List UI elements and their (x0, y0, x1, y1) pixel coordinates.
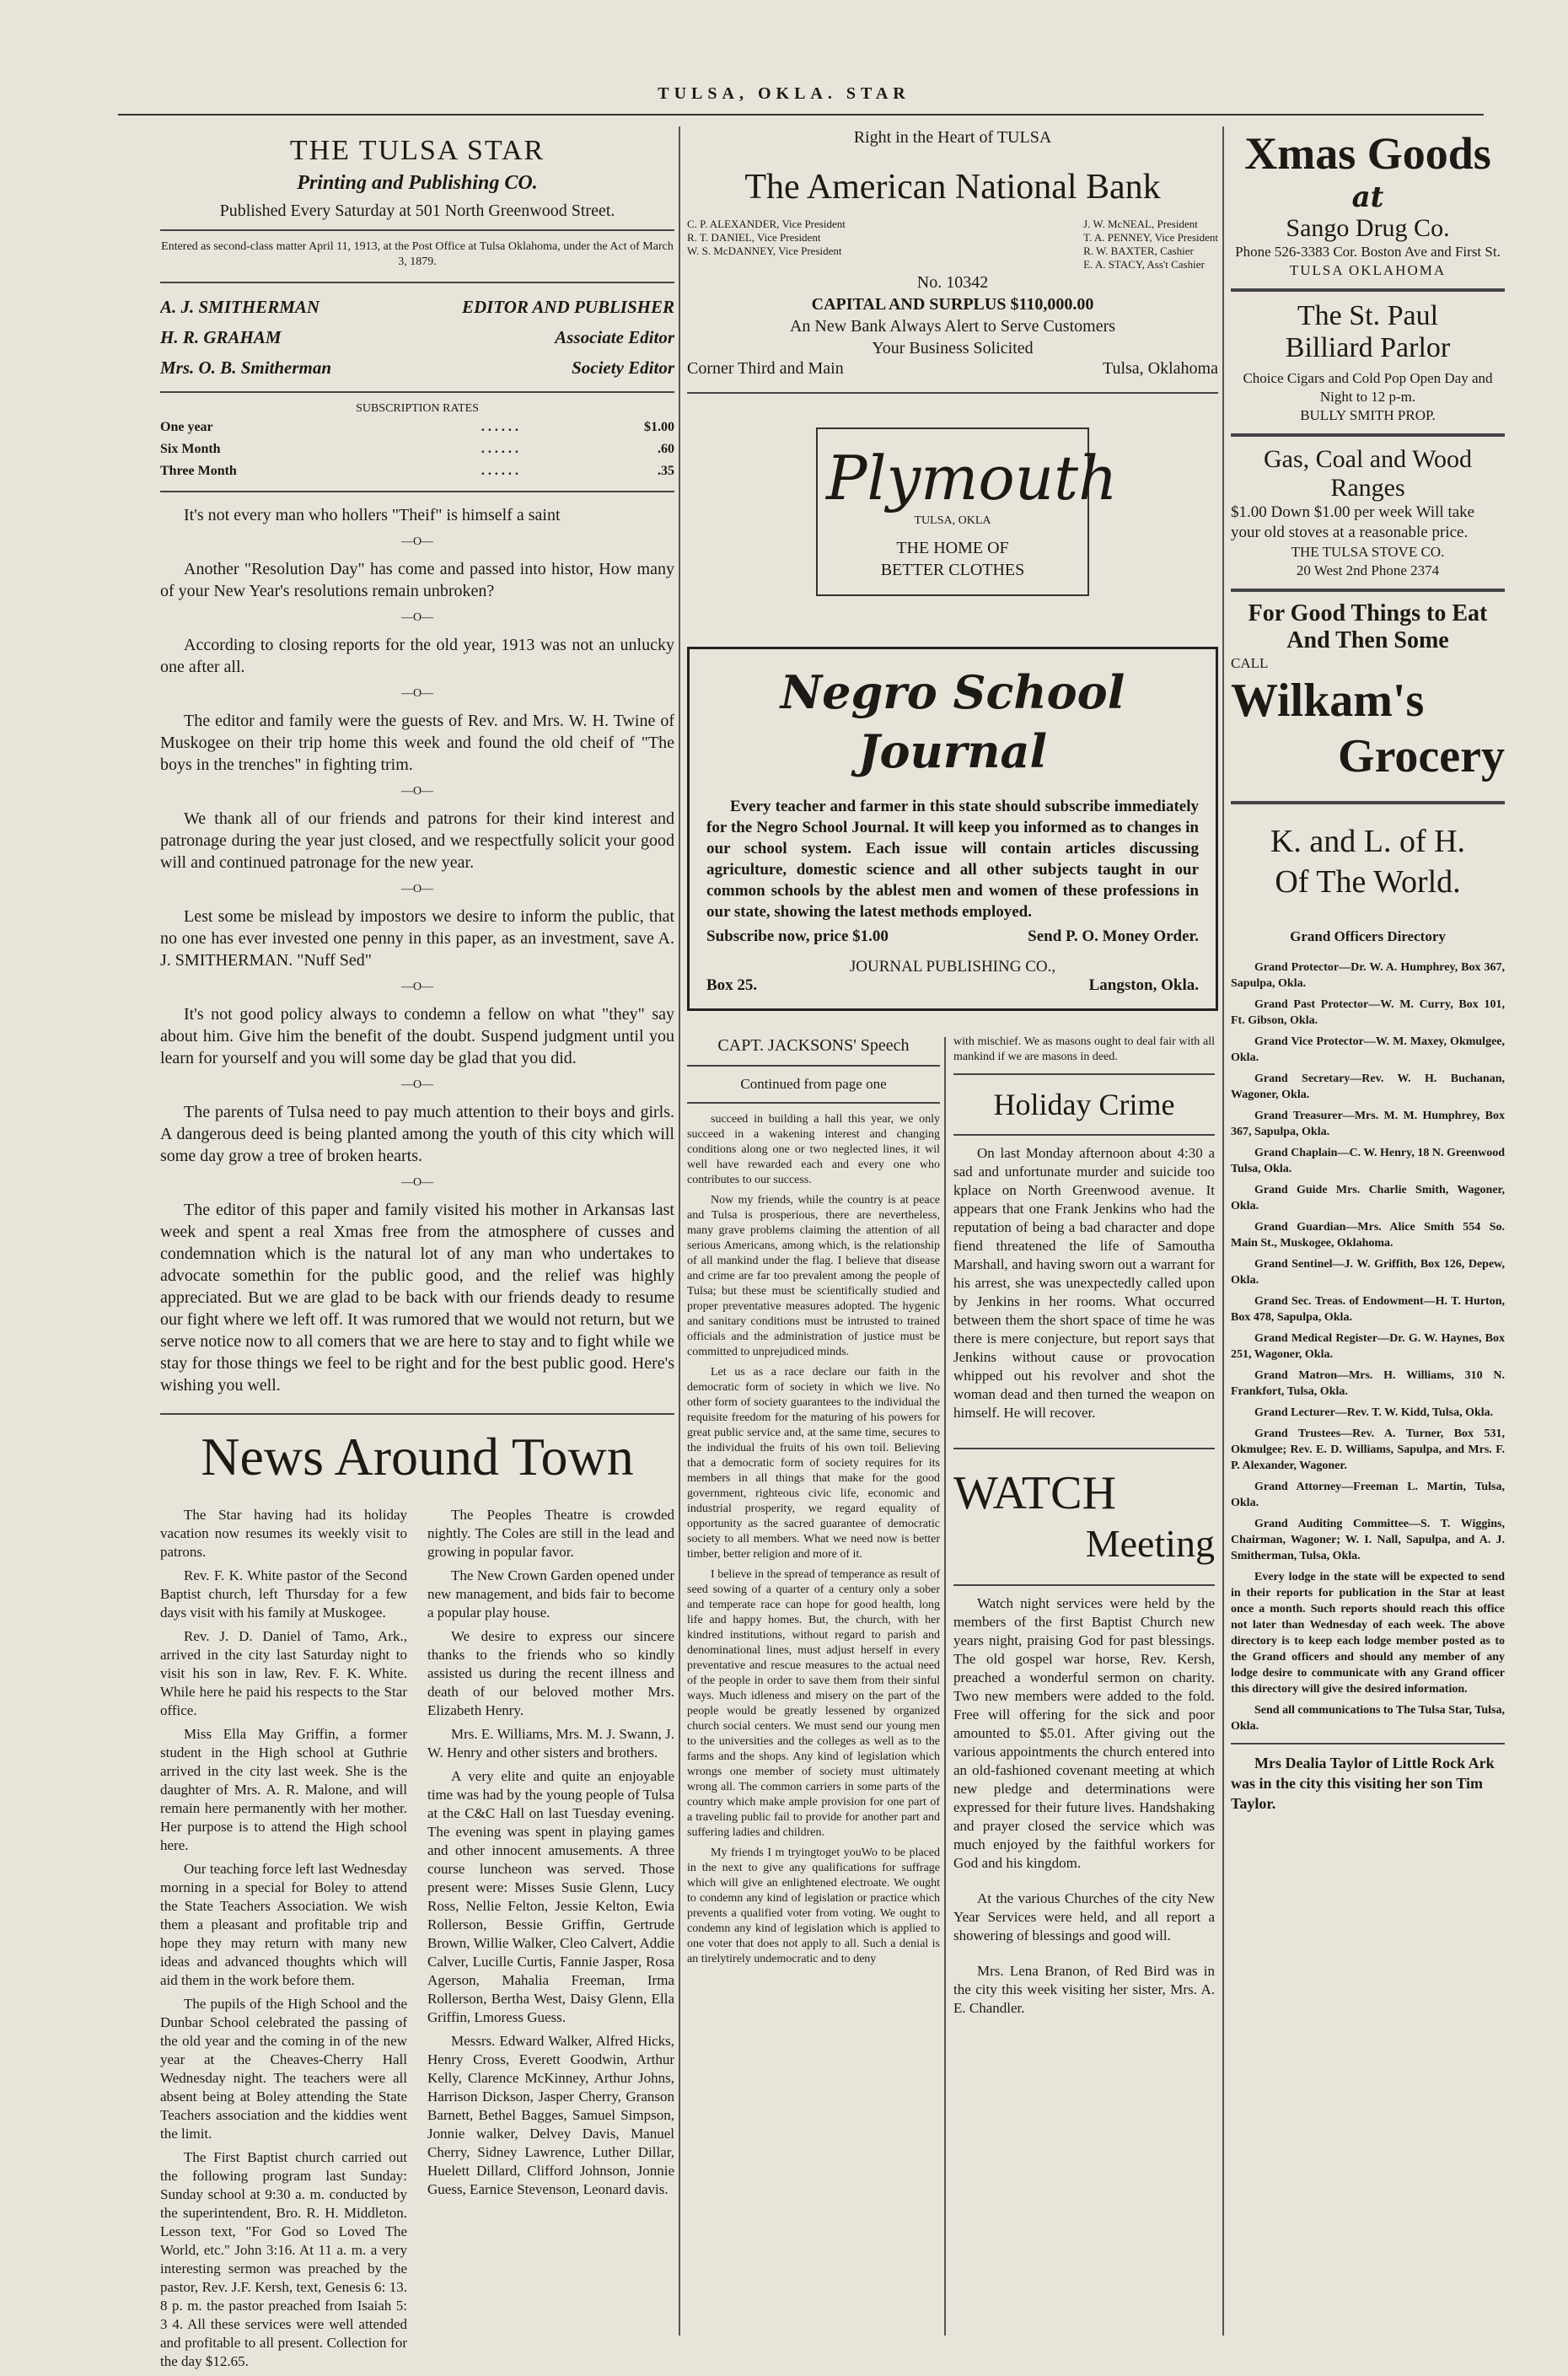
journal-box: Box 25. (706, 976, 758, 994)
news-item: A very elite and quite an enjoyable time was had by the young people of Tulsa at the C&C Hall on last Tuesday evening. The evening was spent in playing games and other innocent amusements. A three course luncheon was served. Those present were: Misses Susie Glenn, Lucy Ross, Nellie Felton, Jessie Kelton, Ewia Rollerson, Bessie Griffin, Gertrude Brown, Willie Walker, Cleo Calvert, Addie Calver, Lucille Curtis, Fannie Jasper, Rosa Agerson, Mahalia Freeman, Irma Rollerson, Bertha West, Daisy Glenn, Ella Griffin, Lmoress Guess. (427, 1768, 674, 2025)
column-rule (1222, 126, 1224, 2336)
rate-dots: . . . . . . (481, 464, 518, 478)
grocery-name1: Wilkam's (1231, 675, 1425, 727)
xmas-at: at (1351, 180, 1384, 214)
lodge-entry: Grand Lecturer—Rev. T. W. Kidd, Tulsa, Okla. (1254, 1406, 1494, 1419)
news-right (427, 1506, 674, 2376)
journal-subscribe: Subscribe now, price $1.00 (706, 927, 889, 945)
news-item: The Peoples Theatre is crowded nightly. The Coles are still in the lead and growing in popular favor. (427, 1507, 674, 1560)
plymouth-line1: THE HOME OF (896, 539, 1009, 557)
editorial-item: We thank all of our friends and patrons for their kind interest and patronage during the year just closed, and we respectfully solicit your good will and continued patronage for the new year. (160, 809, 674, 872)
bank-number: No. 10342 (916, 273, 989, 292)
news-item: The Star having had its holiday vacation now resumes its weekly visit to patrons. (160, 1507, 407, 1560)
lodge-closing: Mrs Dealia Taylor of Little Rock Ark was in the city this visiting her son Tim Taylor. (1231, 1755, 1495, 1812)
editorial-item: According to closing reports for the old year, 1913 was not an unlucky one after all. (160, 636, 674, 676)
news-item: Miss Ella May Griffin, a former student in the High school at Guthrie arrived in the city last week. She is the daughter of Mrs. A. R. Malone, and will remain here permanently with her mother. Her purpose is to attend the High school here. (160, 1726, 407, 1853)
journal-ad (687, 647, 1218, 1011)
bank-name: The American National Bank (744, 168, 1161, 207)
column-rule (679, 126, 680, 2336)
bank-capital: CAPITAL AND SURPLUS $110,000.00 (811, 295, 1094, 314)
staff-name: A. J. SMITHERMAN (160, 297, 320, 317)
divider (953, 1584, 1215, 1586)
grocery-name2: Grocery (1338, 730, 1505, 782)
staff-row (160, 322, 674, 352)
gas-title1: Gas, Coal and Wood (1263, 445, 1472, 473)
officer: T. A. PENNEY, Vice President (1083, 231, 1218, 244)
separator: —O— (400, 883, 434, 895)
divider (160, 229, 674, 231)
officer: E. A. STACY, Ass't Cashier (1083, 258, 1205, 271)
rate-row (160, 417, 674, 438)
editorials (160, 504, 674, 1396)
staff-name: Mrs. O. B. Smitherman (160, 357, 332, 378)
staff-list (160, 292, 674, 383)
separator: —O— (400, 687, 434, 700)
grocery-top2: And Then Some (1286, 627, 1449, 653)
divider (1231, 288, 1505, 292)
journal-send: Send P. O. Money Order. (1028, 927, 1199, 945)
speech-paragraph: Let us as a race declare our faith in the democratic form of society in which we live. No other form of society guarantees to the individual the requisite freedom for the maturing of his powers for great public service and, at the same time, secures to the individual the fruits of his own toil. Believing that a democratic form of society requires for its members in all things that make for the good government, righteous civic life, economic and industrial prosperity, we regard equality of opportunity as the sacred guarantee of democratic society to all members. What we need now is better timber, better religion and more of it. (687, 1366, 940, 1561)
officer: R. T. DANIEL, Vice President (687, 231, 821, 244)
divider (953, 1448, 1215, 1449)
watch-body: Mrs. Lena Branon, of Red Bird was in the city this week visiting her sister, Mrs. A. E. Chandler. (953, 1963, 1215, 2016)
officer: W. S. McDANNEY, Vice President (687, 245, 842, 257)
speech-paragraph: Now my friends, while the country is at peace and Tulsa is prosperious, there are nevertheless, many grave problems claiming the attention of all serious Americans, among which, is the relationship of all mankind under the flag. I believe that disease and crime are far too prevalent among the people of Tulsa; but these must be scientifically studied and proper preventative measures adopted. The hygenic and sanitary conditions must be intrusted to trained officials and the administration of justice must be committed to unprejudiced minds. (687, 1194, 940, 1358)
editorial-item: It's not every man who hollers "Theif" is himself a saint (184, 506, 561, 524)
lodge-directory (1231, 821, 1505, 1814)
speech-continued: Continued from page one (740, 1076, 887, 1092)
lodge-entry: Grand Sec. Treas. of Endowment—H. T. Hurton, Box 478, Sapulpa, Okla. (1231, 1295, 1505, 1324)
editorial-item: The parents of Tulsa need to pay much attention to their boys and girls. A dangerous deed is being planted among the youth of this city which will some day grow a tree of broken hearts. (160, 1103, 674, 1165)
rates-title: SUBSCRIPTION RATES (356, 402, 479, 415)
news-item: Messrs. Edward Walker, Alfred Hicks, Henry Cross, Everett Goodwin, Arthur Kelly, Clarence McKinney, Arthur Johns, Harrison Dickson, Jasper Cherry, Granson Barnett, Bethel Bagges, Samuel Simpson, Jonnie walker, Delvey Davis, Manuel Cherry, Sidney Lawrence, Luther Dillar, Huelett Dillard, Clifford Johnson, Jonnie Guess, Earnice Stevenson, Leonard davis. (427, 2033, 674, 2197)
lodge-entry: Grand Protector—Dr. W. A. Humphrey, Box 367, Sapulpa, Okla. (1231, 961, 1505, 990)
lodge-entry: Grand Matron—Mrs. H. Williams, 310 N. Frankfort, Tulsa, Okla. (1231, 1369, 1505, 1398)
editorial-item: Lest some be mislead by impostors we desire to inform the public, that no one has ever invested one penny in this paper, as an investment, save A. J. SMITHERMAN. "Nuff Sed" (160, 907, 674, 970)
watch-body: At the various Churches of the city New Year Services were held, and all report a showering of blessings and good will. (953, 1890, 1215, 1943)
plymouth-line2: BETTER CLOTHES (880, 561, 1025, 579)
divider (160, 282, 674, 283)
journal-subscribe-row (706, 927, 1199, 946)
lodge-entry: Grand Past Protector—W. M. Curry, Box 101, Ft. Gibson, Okla. (1231, 998, 1505, 1027)
journal-city: Langston, Okla. (1088, 976, 1199, 994)
rate-dots: . . . . . . (481, 442, 518, 456)
lodge-entry: Grand Chaplain—C. W. Henry, 18 N. Greenwood Tulsa, Okla. (1231, 1147, 1505, 1175)
speech-title: CAPT. JACKSONS' Speech (717, 1036, 910, 1055)
staff-name: H. R. GRAHAM (160, 327, 282, 347)
masthead-published: Published Every Saturday at 501 North Greenwood Street. (219, 202, 615, 220)
lodge-entry: Grand Guardian—Mrs. Alice Smith 554 So. Main St., Muskogee, Oklahoma. (1231, 1221, 1505, 1250)
separator: —O— (400, 1176, 434, 1189)
middle-right-sub (953, 1035, 1215, 2023)
news-item: Mrs. E. Williams, Mrs. M. J. Swann, J. W. Henry and other sisters and brothers. (427, 1726, 674, 1760)
separator: —O— (400, 611, 434, 624)
gas-store: THE TULSA STOVE CO. (1291, 544, 1445, 560)
speech-paragraph: succeed in building a hall this year, we only succeed in a wakening interest and changing conditions along one or two neglected lines, it wil well have rewarded each and every one who contributes to our success. (687, 1113, 940, 1186)
staff-role: Society Editor (572, 357, 674, 378)
speech-paragraph: My friends I m tryingtoget youWo to be placed in the next to give any qualifications for suffrage which will give an enlightened electroate. We ought to condemn any kind of legislation or practice which prevents a qualified voter from voting. We ought to condemn any kind of legislation which is applied to one voter that does not apply to all. Such a denial is an tirelytirely undemocratic and to deny (687, 1847, 940, 1965)
billiard-title2: Billiard Parlor (1285, 332, 1451, 363)
bank-solicit: Your Business Solicited (872, 339, 1034, 357)
journal-title: Negro School Journal (780, 665, 1125, 778)
lodge-entries (1231, 960, 1505, 1734)
bank-motto: An New Bank Always Alert to Serve Customers (789, 317, 1116, 336)
speech-paragraph: I believe in the spread of temperance as result of seed sowing of a quarter of a century only a sober and temperate race can hope for good health, long life and happy homes. But, the church, with her kindred institutions, without regard to parish and denominational lines, must adjust herself in every preventative and rescue measures to the actual need of the people in order to save them from their sinful ways. Much idleness and misery on the part of the people would be greatly lessened by organized church social centers. We must send our young men to the universities and the colleges as well as to the farms and the shops. Any kind of legislation which wrongs one member of society must ultimately wrong all. The common carriers in some parts of the country which make ample provision for one part of a traveling public fail to provide for another part and suffering ladies and children. (687, 1568, 940, 1839)
rate-row (160, 438, 674, 460)
billiard-ad (1231, 300, 1505, 425)
lodge-entry: Grand Treasurer—Mrs. M. M. Humphrey, Box 367, Sapulpa, Okla. (1231, 1110, 1505, 1138)
news-columns (160, 1506, 674, 2376)
gas-title2: Ranges (1330, 474, 1405, 502)
grocery-top1: For Good Things to Eat (1248, 600, 1488, 626)
masthead-subtitle: Printing and Publishing CO. (297, 172, 538, 194)
bank-tagline: Right in the Heart of TULSA (853, 128, 1052, 147)
officer: C. P. ALEXANDER, Vice President (687, 218, 846, 230)
lodge-entry: Grand Trustees—Rev. A. Turner, Box 531, Okmulgee; Rev. E. D. Williams, Sapulpa, and Mrs. F. P. Alexander, Wagoner. (1231, 1427, 1505, 1472)
lodge-entry: Grand Secretary—Rev. W. H. Buchanan, Wagoner, Okla. (1231, 1072, 1505, 1101)
journal-body: Every teacher and farmer in this state should subscribe immediately for the Negro School Journal. It will keep you informed as to changes in our school system. Each issue will contain articles discussing agriculture, domestic science and all other subjects taught in our common schools by the ablest men and women of these professions in our state, showing the latest methods employed. (706, 798, 1199, 921)
staff-row (160, 352, 674, 383)
journal-address-row (706, 976, 1199, 995)
divider (1231, 433, 1505, 437)
masons-text: with mischief. We as masons ought to deal fair with all mankind if we are masons in deed. (953, 1035, 1215, 1063)
bank-address-row (687, 359, 1218, 379)
crime-body: On last Monday afternoon about 4:30 a sad and unfortunate murder and suicide too kplace on North Greenwood avenue. It appears that one Frank Jenkins who had the reputation of being a bad character and dope fiend threatened the life of Samoutha Marshall, and having sworn out a warrant for his arrest, she was unexpectedly called upon by Jenkins in her rooms. What occurred between them the short space of time he was there is mere conjecture, but report says that Jenkins without cause or provocation whipped out his revolver and shot the woman dead and then turned the weapon on himself. He will recover. (953, 1145, 1215, 1421)
xmas-store: Sango Drug Co. (1286, 214, 1450, 242)
divider (1231, 801, 1505, 804)
separator: —O— (400, 981, 434, 993)
lodge-title1: K. and L. of H. (1270, 824, 1466, 859)
masthead-title: THE TULSA STAR (289, 135, 545, 166)
news-item: We desire to express our sincere thanks to the friends who so kindly assisted us during the recent illness and death of our beloved mother Mrs. Elizabeth Henry. (427, 1628, 674, 1718)
lodge-entry: Send all communications to The Tulsa Star, Tulsa, Okla. (1231, 1704, 1505, 1733)
divider (1231, 589, 1505, 592)
billiard-title1: The St. Paul (1297, 300, 1439, 331)
lodge-directory-title: Grand Officers Directory (1290, 928, 1446, 944)
rate-price: .35 (658, 464, 674, 478)
gas-addr: 20 West 2nd Phone 2374 (1296, 562, 1440, 578)
news-item: Our teaching force left last Wednesday morning in a special for Boley to attend the State Teachers Association. We wish them a pleasant and profitable trip and hope they may return with many new ideas and advanced thoughts which will aid them in the work before them. (160, 1861, 407, 1988)
rate-term: One year (160, 420, 213, 434)
gas-body: $1.00 Down $1.00 per week Will take your old stoves at a reasonable price. (1231, 503, 1475, 541)
gas-ad (1231, 445, 1505, 580)
xmas-ad (1231, 126, 1505, 280)
grocery-ad (1231, 600, 1505, 784)
bank-officers-right (1083, 218, 1218, 271)
left-column (160, 135, 674, 2376)
officer: J. W. McNEAL, President (1083, 218, 1198, 230)
plymouth-logo: Plymouth (826, 443, 1118, 513)
news-item: The First Baptist church carried out the following program last Sunday: Sunday school at 9:30 a. m. conducted by the superintendent, Bro. R. H. Middleton. Lesson text, "For God so Loved The World, etc." John 3:16. At 11 a. m. a very interesting sermon was preached by the pastor, Rev. J.F. Kersh, text, Genesis 6: 13. 8 p. m. the pastor preached from Isaiah 5: 3 4. All these services were well attended and profitable to all present. Collection for the day $12.65. (160, 2149, 407, 2369)
masthead-entered: Entered as second-class matter April 11, 1913, at the Post Office at Tulsa Oklahoma, under the Act of March 3, 1879. (161, 240, 674, 268)
divider (160, 1413, 674, 1415)
editorial-item: Another "Resolution Day" has come and passed into histor, How many of your New Year's resolutions remain unbroken? (160, 560, 674, 600)
journal-publisher: JOURNAL PUBLISHING CO., (849, 958, 1056, 976)
staff-row (160, 292, 674, 322)
news-item: The New Crown Garden opened under new management, and bids fair to become a popular play house. (427, 1567, 674, 1621)
separator: —O— (400, 535, 434, 548)
watch-title1: WATCH (953, 1467, 1116, 1519)
rate-row (160, 460, 674, 482)
bank-officers-left (687, 218, 846, 271)
lodge-entry: Grand Vice Protector—W. M. Maxey, Okmulgee, Okla. (1231, 1035, 1505, 1064)
xmas-city: TULSA OKLAHOMA (1289, 262, 1447, 278)
lodge-entry: Grand Attorney—Freeman L. Martin, Tulsa, Okla. (1231, 1481, 1505, 1509)
news-left (160, 1506, 407, 2376)
billiard-body: Choice Cigars and Cold Pop Open Day and Night to 12 p-m. (1243, 370, 1493, 405)
top-rule (118, 114, 1484, 116)
lodge-entry: Grand Auditing Committee—S. T. Wiggins, Chairman, Wagoner; W. I. Nall, Sapulpa, and A. J. Smitherman, Tulsa, Okla. (1231, 1518, 1505, 1562)
speech-article (687, 1035, 940, 2023)
plymouth-ad (816, 427, 1118, 596)
rate-price: $1.00 (644, 420, 674, 434)
bank-officers (687, 218, 1218, 271)
editorial-item: It's not good policy always to condemn a fellow on what "they" say about him. Give him the benefit of the doubt. Suspend judgment until you learn for yourself and you will some day be glad that you did. (160, 1005, 674, 1067)
news-item: The pupils of the High School and the Dunbar School celebrated the passing of the old year and the coming in of the new year at the Cheaves-Cherry Hall Wednesday night. The teachers were all absent being at Boley attending the State Teachers association and the kiddies went the limit. (160, 1996, 407, 2142)
divider (687, 1102, 940, 1104)
lodge-title2: Of The World. (1275, 864, 1461, 900)
watch-body: Watch night services were held by the members of the first Baptist Church new years night, praising God for past blessings. The old gospel war horse, Rev. Kersh, preached a wonderful sermon on charity. Two new members were added to the fold. Free will offering for the sick and poor amounted to $5.01. After giving out the various appointments the church entered into an old-fashioned covenant meeting at which new pledge and determinations were expressed for their future lives. Handshaking and prayer closed the service which was much enjoyed by the faithful workers for God and his kingdom. (953, 1595, 1215, 1871)
separator: —O— (400, 785, 434, 798)
news-heading: News Around Town (201, 1427, 634, 1486)
running-head: TULSA, OKLA. STAR (658, 84, 910, 103)
news-item: Rev. J. D. Daniel of Tamo, Ark., arrived in the city last Saturday night to visit his son in law, Rev. F. K. White. While here he paid his respects to the Star office. (160, 1628, 407, 1718)
rate-dots: . . . . . . (481, 420, 518, 434)
xmas-phone: Phone 526-3383 Cor. Boston Ave and First St. (1235, 244, 1501, 260)
divider (953, 1134, 1215, 1136)
lodge-entry: Grand Medical Register—Dr. G. W. Haynes, Box 251, Wagoner, Okla. (1231, 1332, 1505, 1361)
watch-title2: Meeting (1085, 1522, 1215, 1565)
bank-address: Corner Third and Main (687, 359, 844, 378)
divider (687, 1065, 940, 1067)
divider (687, 392, 1218, 394)
officer: R. W. BAXTER, Cashier (1083, 245, 1194, 257)
lodge-entry: Grand Guide Mrs. Charlie Smith, Wagoner, Okla. (1231, 1184, 1505, 1212)
rate-price: .60 (658, 442, 674, 456)
bank-city: Tulsa, Oklahoma (1102, 359, 1218, 378)
editorial-item: The editor and family were the guests of Rev. and Mrs. W. H. Twine of Muskogee on their trip home this week and found the old cheif of "The boys in the trenches" in fighting trim. (160, 712, 674, 774)
plymouth-city: TULSA, OKLA (914, 514, 991, 527)
staff-role: EDITOR AND PUBLISHER (461, 297, 674, 317)
middle-lower (687, 1035, 1218, 2023)
separator: —O— (400, 1078, 434, 1091)
divider (160, 491, 674, 492)
divider (953, 1073, 1215, 1075)
right-column (1231, 126, 1505, 1819)
billiard-prop: BULLY SMITH PROP. (1300, 407, 1436, 423)
news-item: Rev. F. K. White pastor of the Second Baptist church, left Thursday for a few days visit with his family at Muskogee. (160, 1567, 407, 1621)
rate-term: Six Month (160, 442, 221, 456)
rates-table (160, 417, 674, 482)
divider (160, 391, 674, 393)
rate-term: Three Month (160, 464, 237, 478)
xmas-title: Xmas Goods (1244, 128, 1491, 179)
divider (1231, 1743, 1505, 1744)
editorial-item: The editor of this paper and family visited his mother in Arkansas last week and spent a real Xmas free from the atmosphere of cusses and condemnation which is the natural lot of any man who undertakes to advocate somethin for the public good, and the relief was highly appreciated. But we are glad to be back with our friends deady to resume our fight where we left off. It was rumored that we would not return, but we serve notice now to all comers that we are here to stay and to fight while we stay for those things we feel to be right and for the best public good. Here's wishing you well. (160, 1201, 674, 1395)
middle-column (687, 126, 1218, 2023)
lodge-entry: Every lodge in the state will be expected to send in their reports for publication in the Star at least once a month. Such reports should reach this office not later than Wednesday of each week. The above directory is to keep each lodge member posted as to the Grand officers and should any member of any lodge desire to communicate with any Grand officer this directory will give the desired information. (1231, 1571, 1505, 1696)
staff-role: Associate Editor (555, 327, 674, 347)
lodge-entry: Grand Sentinel—J. W. Griffith, Box 126, Depew, Okla. (1231, 1258, 1505, 1287)
grocery-call: CALL (1231, 655, 1269, 671)
crime-title: Holiday Crime (993, 1088, 1175, 1121)
